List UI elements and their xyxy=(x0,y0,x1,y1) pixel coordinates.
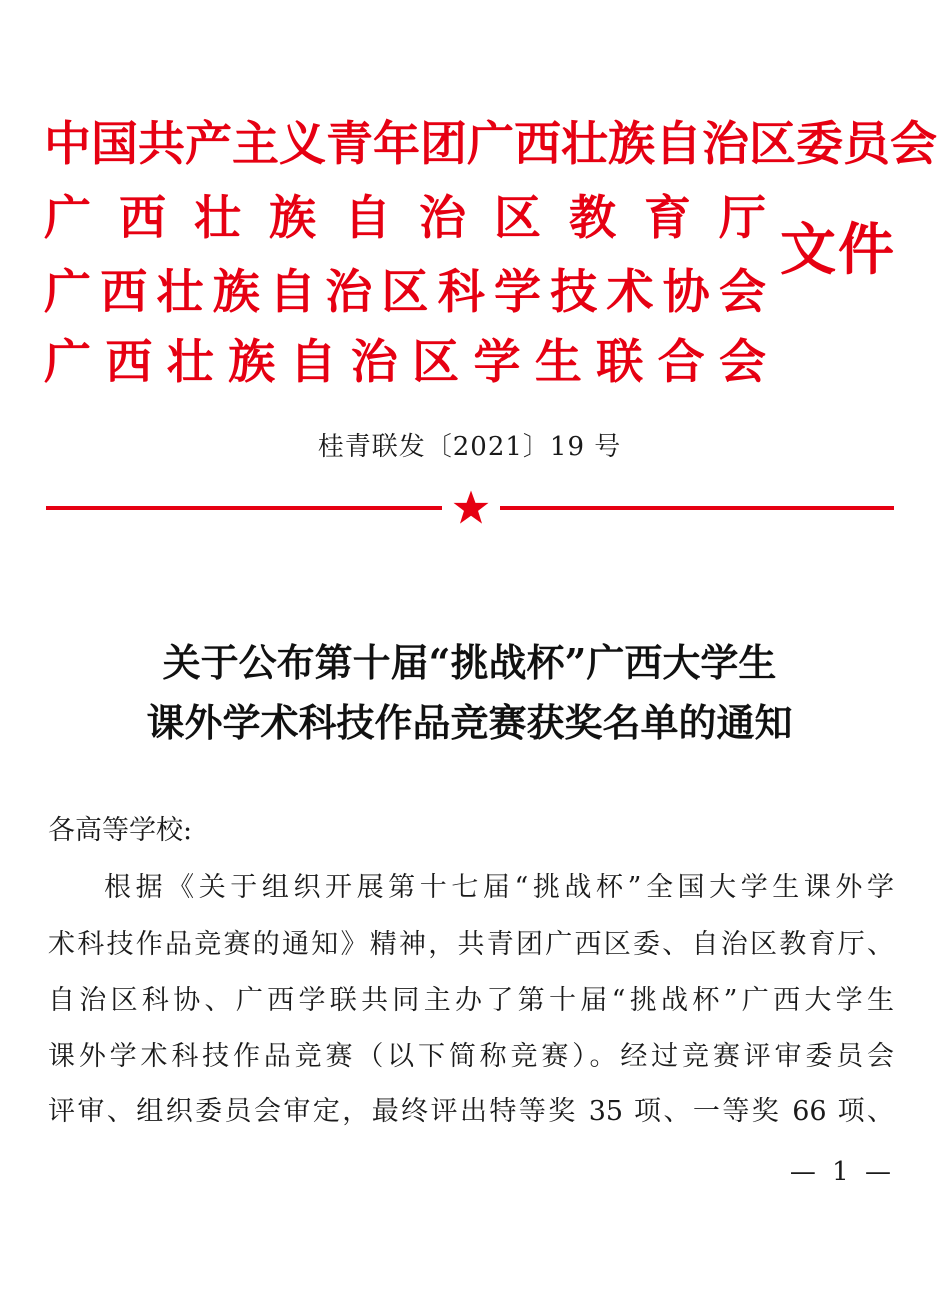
issuer-char: 壮 xyxy=(156,264,204,320)
issuer-char: 族 xyxy=(212,264,260,320)
issuer-char: 产 xyxy=(185,116,232,172)
body-line-5: 评审、组织委员会审定，最终评出特等奖 35 项、一等奖 66 项、 xyxy=(48,1096,894,1127)
issuer-char: 术 xyxy=(606,264,654,320)
issuer-char: 治 xyxy=(350,334,398,390)
issuer-char: 青 xyxy=(326,116,373,172)
issuer-char: 国 xyxy=(91,116,138,172)
issuer-char: 西 xyxy=(100,264,148,320)
red-star-icon xyxy=(452,489,490,527)
issuer-char: 学 xyxy=(473,334,521,390)
issuer-char: 自 xyxy=(289,334,337,390)
red-divider-left xyxy=(46,506,442,510)
issuer-char: 会 xyxy=(719,264,766,320)
page-number: — 1 — xyxy=(789,1157,895,1187)
issuer-char: 技 xyxy=(550,264,598,320)
issuer-char: 主 xyxy=(232,116,279,172)
issuer-char: 广 xyxy=(44,264,91,320)
body-line-2: 术科技作品竞赛的通知》精神，共青团广西区委、自治区教育厅、 xyxy=(48,929,894,960)
issuer-char: 会 xyxy=(718,334,766,390)
issuer-char: 广 xyxy=(44,190,91,246)
issuer-char: 广 xyxy=(44,334,91,390)
issuer-char: 共 xyxy=(138,116,185,172)
issuer-line-student-federation xyxy=(44,332,766,392)
issuer-char: 壮 xyxy=(561,116,608,172)
issuer-char: 治 xyxy=(702,116,749,172)
body-line-3: 自治区科协、广西学联共同主办了第十届“挑战杯”广西大学生 xyxy=(48,985,894,1016)
red-divider-right xyxy=(500,506,894,510)
notice-title-line-1: 关于公布第十届“挑战杯”广西大学生 xyxy=(162,640,777,685)
issuer-line-youth-league xyxy=(44,114,937,174)
issuer-char: 厅 xyxy=(719,190,766,246)
issuer-char: 西 xyxy=(105,334,153,390)
issuer-char: 年 xyxy=(373,116,420,172)
issuer-char: 西 xyxy=(119,190,166,246)
issuer-char: 区 xyxy=(412,334,460,390)
issuer-char: 委 xyxy=(796,116,843,172)
issuer-char: 联 xyxy=(596,334,644,390)
issuer-char: 育 xyxy=(644,190,691,246)
document-type-label: 文件 xyxy=(780,217,896,283)
issuer-char: 壮 xyxy=(166,334,214,390)
issuer-char: 科 xyxy=(437,264,485,320)
salutation: 各高等学校: xyxy=(48,815,193,846)
issuer-char: 自 xyxy=(344,190,391,246)
issuer-char: 区 xyxy=(749,116,796,172)
issuer-char: 合 xyxy=(657,334,705,390)
issuer-char: 治 xyxy=(419,190,466,246)
issuer-char: 西 xyxy=(514,116,561,172)
issuer-line-science-association xyxy=(44,262,766,322)
issuer-char: 族 xyxy=(228,334,276,390)
issuer-line-education-dept xyxy=(44,188,766,248)
issuer-char: 学 xyxy=(494,264,541,320)
issuer-char: 协 xyxy=(662,264,710,320)
notice-title-line-2: 课外学术科技作品竞赛获奖名单的通知 xyxy=(146,700,793,745)
issuer-char: 会 xyxy=(890,116,937,172)
body-line-1: 根据《关于组织开展第十七届“挑战杯”全国大学生课外学 xyxy=(104,872,894,903)
issuer-char: 区 xyxy=(381,264,429,320)
issuer-char: 族 xyxy=(269,190,316,246)
issuer-char: 广 xyxy=(467,116,514,172)
issuer-char: 员 xyxy=(843,116,890,172)
body-line-4: 课外学术科技作品竞赛（以下简称竞赛）。经过竞赛评审委员会 xyxy=(48,1041,894,1072)
issuer-char: 自 xyxy=(269,264,316,320)
issuer-char: 团 xyxy=(420,116,467,172)
issuer-char: 治 xyxy=(325,264,373,320)
issuer-char: 族 xyxy=(608,116,655,172)
issuer-char: 区 xyxy=(494,190,541,246)
issuer-char: 教 xyxy=(569,190,616,246)
issuer-char: 自 xyxy=(655,116,702,172)
issuer-char: 生 xyxy=(534,334,582,390)
issuer-char: 中 xyxy=(44,116,91,172)
document-number: 桂青联发〔2021〕19 号 xyxy=(317,432,622,462)
issuer-char: 壮 xyxy=(194,190,241,246)
issuer-char: 义 xyxy=(279,116,326,172)
